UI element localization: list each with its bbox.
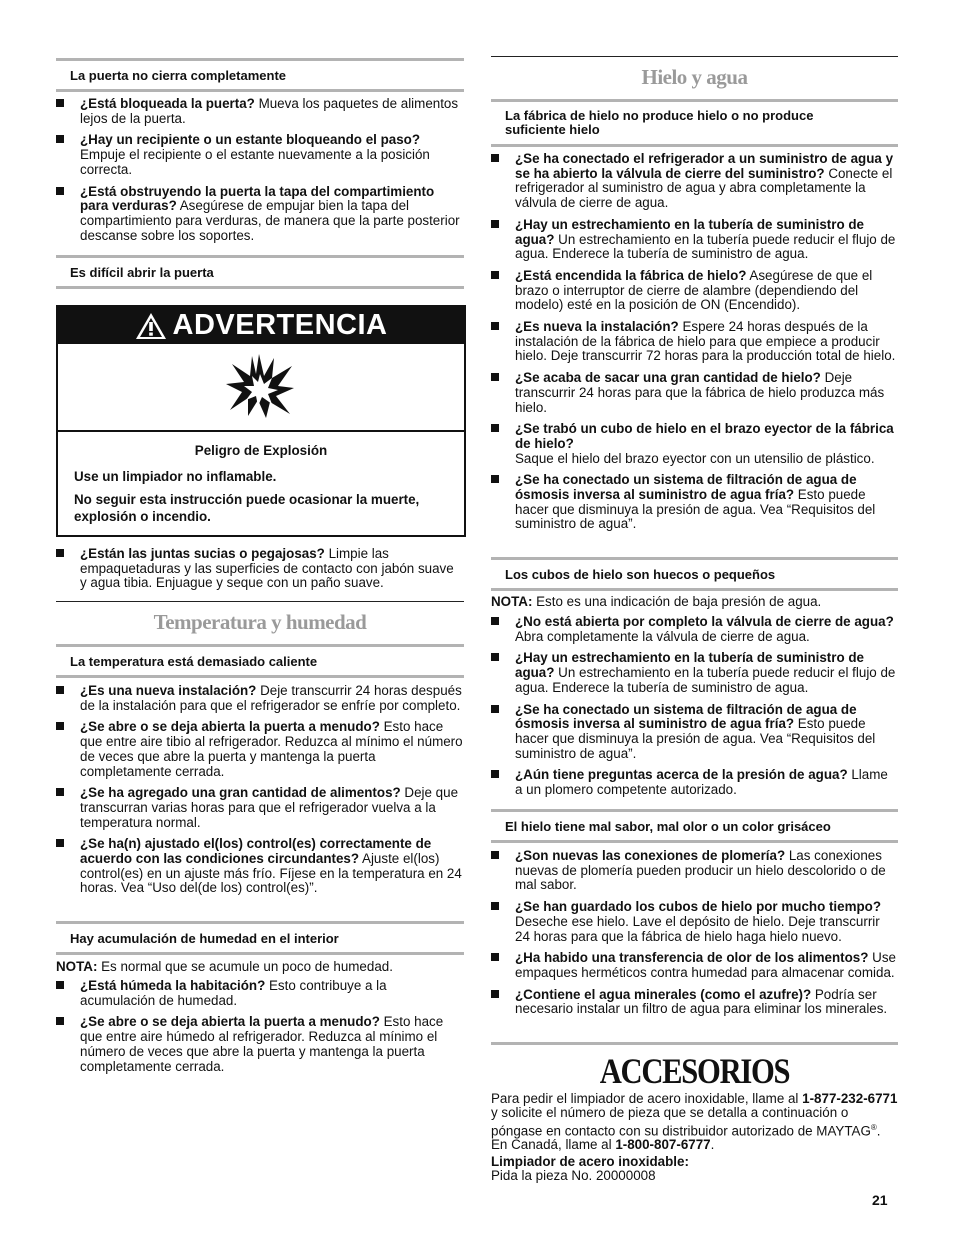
accessory-item: [491, 1155, 898, 1184]
moisture-note: NOTA: Es normal que se acumule un poco de humedad.: [56, 959, 393, 974]
list-item: ¿Se trabó un cubo de hielo en el brazo eyector de la fábrica de hielo? Saque el hielo del brazo eyector con un utensilio de plástico.: [491, 422, 898, 466]
bullet-square-icon: [491, 902, 499, 910]
bullet-square-icon: [491, 990, 499, 998]
hollow-cubes-heading: Los cubos de hielo son huecos o pequeños: [491, 557, 898, 591]
list-item: ¿Es nueva la instalación? Espere 24 horas después de la instalación de la fábrica de hielo para que empiece a producir hielo. Deje transcurrir 72 horas para la producción total de hielo.: [491, 320, 898, 364]
section-divider: [56, 601, 464, 602]
bullet-square-icon: [491, 271, 499, 279]
moisture-heading: Hay acumulación de humedad en el interior: [56, 921, 464, 955]
bullet-square-icon: [491, 220, 499, 228]
bullet-square-icon: [491, 322, 499, 330]
explosion-icon: [226, 354, 296, 420]
bullet-square-icon: [56, 981, 64, 989]
warning-header: ADVERTENCIA: [58, 307, 464, 344]
bullet-square-icon: [491, 705, 499, 713]
door-not-closing-list: [56, 97, 464, 243]
hollow-cubes-list: [491, 615, 898, 798]
warning-triangle-icon: [135, 312, 167, 340]
bullet-square-icon: [56, 839, 64, 847]
list-item: ¿Se han guardado los cubos de hielo por mucho tiempo? Deseche ese hielo. Lave el depósito de hielo. Deje transcurrir 24 horas para que la fábrica de hielo haga hielo nuevo.: [491, 900, 898, 944]
bullet-square-icon: [491, 154, 499, 162]
door-not-closing-heading: La puerta no cierra completamente: [56, 58, 464, 92]
hazard-title: Peligro de Explosión: [194, 443, 328, 458]
warning-line-1: Use un limpiador no inflamable.: [74, 469, 277, 484]
page-number: 21: [872, 1192, 888, 1208]
accessories-paragraph: Para pedir el limpiador de acero inoxidable, llame al 1-877-232-6771 y solicite el número de pieza que se detalla a continuación o póngase en contacto con su distribuidor autorizado de MAYTAG®. En Canadá, llame al 1-800-807-6777.: [491, 1091, 898, 1153]
bullet-square-icon: [56, 788, 64, 796]
list-item: ¿Ha habido una transferencia de olor de los alimentos? Use empaques herméticos contra humedad para almacenar comida.: [491, 951, 898, 980]
list-item: ¿Se abre o se deja abierta la puerta a menudo? Esto hace que entre aire tibio al refrigerador. Reduzca al mínimo el número de veces que abre la puerta y mantenga la puerta completamente cerrada.: [56, 720, 464, 779]
bullet-square-icon: [491, 770, 499, 778]
phone-canada: 1-800-807-6777: [615, 1137, 711, 1153]
list-item: ¿Hay un estrechamiento en la tubería de suministro de agua? Un estrechamiento en la tubería puede reducir el flujo de agua. Enderece la tubería de suministro de agua.: [491, 218, 898, 262]
phone-us: 1-877-232-6771: [802, 1091, 898, 1106]
warning-box: [56, 305, 466, 537]
accessories-title: ACCESORIOS: [599, 1051, 790, 1091]
list-item: ¿Están las juntas sucias o pegajosas? Limpie las empaquetaduras y las superficies de contacto con jabón suave y agua tibia. Enjuague y seque con un paño suave.: [56, 547, 464, 591]
bullet-square-icon: [491, 653, 499, 661]
too-warm-list: [56, 684, 464, 896]
list-item: ¿Se ha conectado un sistema de filtración de agua de ósmosis inversa al suministro de agua fría? Esto puede hacer que disminuya la presión de agua. Vea “Requisitos del suministro de agua”.: [491, 473, 898, 532]
bullet-square-icon: [56, 549, 64, 557]
section-divider: [491, 56, 898, 57]
no-ice-list: [491, 152, 898, 532]
list-item: ¿Está obstruyendo la puerta la tapa del compartimiento para verduras? Asegúrese de empujar bien la tapa del compartimiento para verduras, de manera que la parte posterior descanse sobre los soportes.: [56, 185, 464, 244]
list-item: ¿Se ha conectado un sistema de filtración de agua de ósmosis inversa al suministro de agua fría? Esto puede hacer que disminuya la presión de agua. Vea “Requisitos del suministro de agua”.: [491, 703, 898, 762]
accessory-item-part: Pida la pieza No. 20000008: [491, 1168, 656, 1184]
moisture-list: [56, 979, 464, 1074]
bullet-square-icon: [491, 373, 499, 381]
temperature-section-title: Temperatura y humedad: [153, 610, 367, 634]
bullet-square-icon: [491, 851, 499, 859]
ice-section-title: Hielo y agua: [641, 65, 748, 89]
list-item: ¿Está bloqueada la puerta? Mueva los paquetes de alimentos lejos de la puerta.: [56, 97, 464, 126]
list-item: ¿No está abierta por completo la válvula de cierre de agua? Abra completamente la válvula de cierre de agua.: [491, 615, 898, 644]
gaskets-list: [56, 547, 464, 591]
bullet-square-icon: [491, 475, 499, 483]
bad-taste-heading: El hielo tiene mal sabor, mal olor o un color grisáceo: [491, 809, 898, 843]
hollow-cubes-note: NOTA: Esto es una indicación de baja presión de agua.: [491, 594, 822, 609]
list-item: ¿Hay un estrechamiento en la tubería de suministro de agua? Un estrechamiento en la tubería puede reducir el flujo de agua. Enderece la tubería de suministro de agua.: [491, 651, 898, 695]
list-item: ¿Está encendida la fábrica de hielo? Asegúrese de que el brazo o interruptor de cierre de alambre (dependiendo del modelo) esté en la posición de ON (Encendido).: [491, 269, 898, 313]
bad-taste-list: [491, 849, 898, 1017]
list-item: ¿Es una nueva instalación? Deje transcurrir 24 horas después de la instalación para que el refrigerador se enfríe por completo.: [56, 684, 464, 713]
list-item: ¿Aún tiene preguntas acerca de la presión de agua? Llame a un plomero competente autorizado.: [491, 768, 898, 797]
section-divider: [491, 1042, 898, 1045]
bullet-square-icon: [491, 617, 499, 625]
bullet-square-icon: [56, 99, 64, 107]
list-item: ¿Se acaba de sacar una gran cantidad de hielo? Deje transcurrir 24 horas para que la fábrica de hielo produzca más hielo.: [491, 371, 898, 415]
list-item: ¿Se ha(n) ajustado el(los) control(es) correctamente de acuerdo con las condiciones circundantes? Ajuste el(los) control(es) en un ajuste más frío. Fíjese en la temperatura en 24 horas. Vea “Uso del(de los) control(es)”.: [56, 837, 464, 896]
bullet-square-icon: [491, 953, 499, 961]
bullet-square-icon: [56, 722, 64, 730]
no-ice-heading: La fábrica de hielo no produce hielo o no produce suficiente hielo: [491, 99, 898, 147]
list-item: ¿Está húmeda la habitación? Esto contribuye a la acumulación de humedad.: [56, 979, 464, 1008]
list-item: ¿Son nuevas las conexiones de plomería? Las conexiones nuevas de plomería pueden producir un hielo descolorido o de mal sabor.: [491, 849, 898, 893]
accessory-item-label: Limpiador de acero inoxidable:: [491, 1154, 689, 1169]
list-item: ¿Se abre o se deja abierta la puerta a menudo? Esto hace que entre aire húmedo al refrigerador. Reduzca al mínimo el número de veces que abre la puerta y mantenga la puerta completamente cerrada.: [56, 1015, 464, 1074]
bullet-square-icon: [56, 135, 64, 143]
bullet-square-icon: [56, 686, 64, 694]
list-item: ¿Contiene el agua minerales (como el azufre)? Podría ser necesario instalar un filtro de agua para eliminar los minerales.: [491, 988, 898, 1017]
bullet-square-icon: [491, 424, 499, 432]
explosion-icon-area: [58, 344, 464, 432]
warning-line-2: No seguir esta instrucción puede ocasionar la muerte, explosión o incendio.: [74, 492, 420, 524]
too-warm-heading: La temperatura está demasiado caliente: [56, 644, 464, 678]
list-item: ¿Se ha agregado una gran cantidad de alimentos? Deje que transcurran varias horas para que el refrigerador vuelva a la temperatura normal.: [56, 786, 464, 830]
door-hard-open-heading: Es difícil abrir la puerta: [56, 255, 464, 289]
bullet-square-icon: [56, 187, 64, 195]
warning-body: [58, 432, 464, 535]
list-item: ¿Se ha conectado el refrigerador a un suministro de agua y se ha abierto la válvula de cierre del suministro? Conecte el refrigerador al suministro de agua y abra completamente la válvula de cierre de agua.: [491, 152, 898, 211]
bullet-square-icon: [56, 1017, 64, 1025]
list-item: ¿Hay un recipiente o un estante bloqueando el paso? Empuje el recipiente o el estante nuevamente a la posición correcta.: [56, 133, 464, 177]
